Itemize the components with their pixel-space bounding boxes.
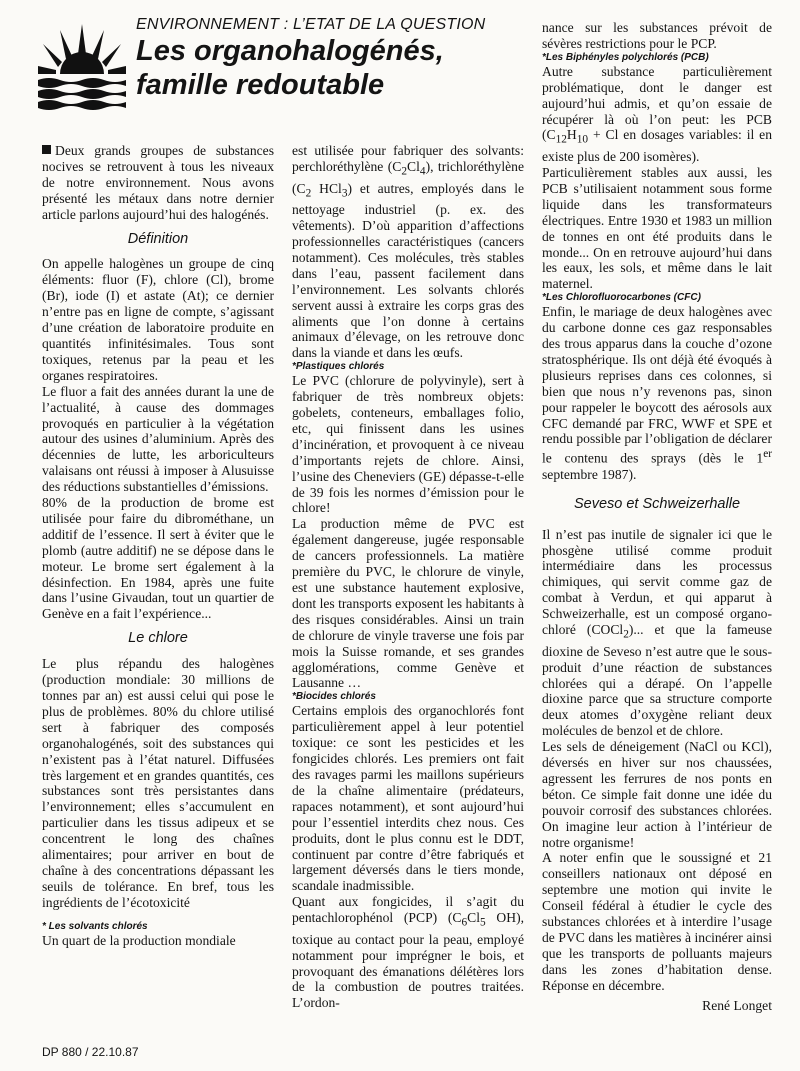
definition-paragraph-3: 80% de la production de brome est utilisée pour faire du dibrométhane, un additif de l’essence. Il sert à éviter que le plomb (autre additif) ne se dépose dans le moteur. Le brome sert également à la désinfection. En 1984, après une fuite dans l’usine Givaudan, tout un quartier de Genève en a fait l’expérience... xyxy=(42,495,274,622)
definition-paragraph-1: On appelle halogènes un groupe de cinq éléments: fluor (F), chlore (Cl), brome (Br), iode (I) et astate (At); ce dernier n’entre pas en ligne de compte, s’agissant d’une création de laboratoire produite en quantités infinitésimales. Tous sont toxiques, retenus par la peau et les organes respiratoires. xyxy=(42,256,274,383)
article-title xyxy=(136,34,444,102)
subheading-pcb: *Les Biphényles polychlorés (PCB) xyxy=(542,51,709,63)
chlore-paragraph-1: Le plus répandu des halogènes (production mondiale: 30 millions de tonnes par an) est aussi celui qui pose le plus de problèmes. 80% du chlore utilisé sert à fabriquer des composés organohalogénés, soit des substances qui n’existent pas à l’état naturel. Diffusées très largement et en grandes quantités, ces substances sont très persistantes dans l’environnement; elles s’accumulent en particulier dans les tissus adipeux et se concentrent le long des chaînes alimentaires; pour arriver en bout de chaîne à des concentrations dépassant les seuils de tolérance. En bref, tous les ingrédients de l’écotoxicité xyxy=(42,656,274,910)
heading-chlore: Le chlore xyxy=(128,630,188,647)
square-bullet-icon xyxy=(42,145,51,154)
solvants-paragraph-start: Un quart de la production mondiale xyxy=(42,932,236,948)
solvants-paragraph-cont: est utilisée pour fabriquer des solvants: perchloréthylène $(C_2Cl_4)$, trichloréthylène ($C_2$ HCl$_3$) et autres, employés dans le nettoyage industriel (p. ex. des vêtements). D’où apparition d’affections professionnelles caractéristiques (cancers notamment). Ces molécules, très stables dans l’eau, passent facilement dans l’environnement. Les solvants chlorés servent aussi à extraire les corps gras des aliments que l’on donne à certains animaux d’élevage, on les retrouve donc dans la viande et dans les œufs. xyxy=(292,143,524,361)
footer-reference: DP 880 / 22.10.87 xyxy=(42,1045,139,1059)
author-signature: René Longet xyxy=(702,997,772,1013)
title-line-1: Les organohalogénés, xyxy=(136,35,444,67)
pcb-paragraph-2: Particulièrement stables aux aussi, les PCB s’utilisaient notamment sous forme liquide dans les transformateurs électriques. Entre 1930 et 1983 un million de tonnes en ont été produits dans le monde... On en retrouve aujourd’hui dans les eaux, les sols, et même dans le lait maternel. xyxy=(542,164,772,292)
subheading-biocides: *Biocides chlorés xyxy=(292,691,376,703)
pcb-paragraph-1: Autre substance particulièrement problématique, dont le danger est aujourd’hui admis, et qu’on essaie de récupérer là où l’on peut: les PCB ($C_{12}H_{10} + Cl$ en dosages variables: il en existe plus de 200 isomères). xyxy=(542,63,772,165)
biocides-paragraph-1: Certains emplois des organochlorés font particulièrement appel à leur potentiel toxique: ce sont les pesticides et les fongicides chlorés. Les premiers ont fait des ravages parmi les maillons supérieurs de la chaîne alimentaire (prédateurs, rapaces notamment), et sont aujourd’hui pour l’essentiel interdits chez nous. Ces produits, dont le plus connu est le DDT, continuent par contre d’être fabriqués et largement déversés dans le tiers monde, scandale inadmissible. xyxy=(292,703,524,894)
seveso-paragraph-2: Les sels de déneigement (NaCl ou KCl), déversés en hiver sur nos chaussées, agressent les ferrures de nos ponts en béton. Ce simple fait donne une idée du pouvoir corrosif des substances chlorées. On imagine leur action à l’intérieur de notre organisme! xyxy=(542,739,772,850)
plastiques-paragraph-1: Le PVC (chlorure de polyvinyle), sert à fabriquer de très nombreux objets: gobelets, conteneurs, emballages folio, etc, qui finissent dans les usines d’incinération, et provoquent à ce niveau d’importants rejets de chlore. Ainsi, l’usine des Cheneviers (GE) dépasse-t-elle de 39 fois les normes d’émission pour le chlore! xyxy=(292,373,524,516)
column-3 xyxy=(542,20,772,1014)
sun-waves-logo-icon xyxy=(38,24,126,110)
pcp-paragraph-end: nance sur les substances prévoit de sévères restrictions pour le PCP. xyxy=(542,20,772,51)
article-kicker: ENVIRONNEMENT : L’ETAT DE LA QUESTION xyxy=(136,16,486,33)
seveso-paragraph-3: A noter enfin que le soussigné et 21 conseillers nationaux ont déposé en septembre une motion qui invite le Conseil fédéral à étudier le cycle des substances chlorées et à interdire l’usage de PVC dans les matières à incinérer ainsi que les transports de polluants majeurs dans les zones d’habitation dense. Réponse en décembre. xyxy=(542,850,772,993)
subheading-plastiques: *Plastiques chlorés xyxy=(292,361,385,373)
intro-paragraph: Deux grands groupes de substances nocives se retrouvent à tous les niveaux de notre environnement. Nous avons présenté les métaux dans notre dernier article parlons aujourd’hui des halogénés. xyxy=(42,143,274,222)
title-line-2: famille redoutable xyxy=(136,69,385,101)
column-1 xyxy=(42,143,274,949)
subheading-cfc: *Les Chlorofluorocarbones (CFC) xyxy=(542,292,701,304)
cfc-paragraph-1: Enfin, le mariage de deux halogènes avec du carbone donne ces gaz responsables des trous apparus dans la couche d’ozone stratosphérique. Ils ont déjà été évoqués à plusieurs reprises dans ces colonnes, si bien que nous n’y revenons pas, sinon pour rappeler le boycott des aérosols aux CFC demandé par FRC, WWF et SPE et rendu possible par l’obligation de déclarer le contenu des sprays (dès le 1er septembre 1987). xyxy=(542,304,772,482)
subheading-solvants: * Les solvants chlorés xyxy=(42,920,148,932)
plastiques-paragraph-2: La production même de PVC est également dangereuse, jugée responsable de cancers professionnels. La matière première du PVC, le chlorure de vinyle, est une substance hautement explosive, dont les transports exposent les habitants à des risques considérables. Ainsi un train de chlorure de vinyle traverse une fois par mois la Suisse romande, et ses grandes agglomérations, comme Genève et Lausanne … xyxy=(292,516,524,691)
seveso-paragraph-1: Il n’est pas inutile de signaler ici que le phosgène utilisé comme produit intermédiaire dans les processus chimiques, qui servit comme gaz de combat à Verdun, et qui apparut à Schweizerhalle, est un composé organo-chloré (COCl$_2$)... et que la fameuse dioxine de Seveso n’est autre que le sous-produit d’une réaction de substances chlorées qui a dérapé. On l’appelle dioxine parce que sa structure comporte deux atomes d’oxygène reliant deux molécules de benzol et de chlore. xyxy=(542,526,772,739)
definition-paragraph-2: Le fluor a fait des années durant la une de l’actualité, à cause des dommages provoqués en particulier à la végétation autour des usines d’aluminium. Après des décennies de lutte, les arboriculteurs valaisans ont réussi à imposer à Alusuisse des réductions substantielles d’émissions. xyxy=(42,383,274,495)
biocides-paragraph-2: Quant aux fongicides, il s’agit du pentachlorophénol (PCP) ($C_6Cl_5$ OH), toxique au contact pour la peau, employé notamment pour imprégner le bois, et provoquant des émanations délétères lors de la combustion de poutres traitées. L’ordon- xyxy=(292,894,524,1011)
column-2 xyxy=(292,143,524,1011)
heading-definition: Définition xyxy=(127,230,189,247)
heading-seveso: Seveso et Schweizerhalle xyxy=(573,495,741,512)
